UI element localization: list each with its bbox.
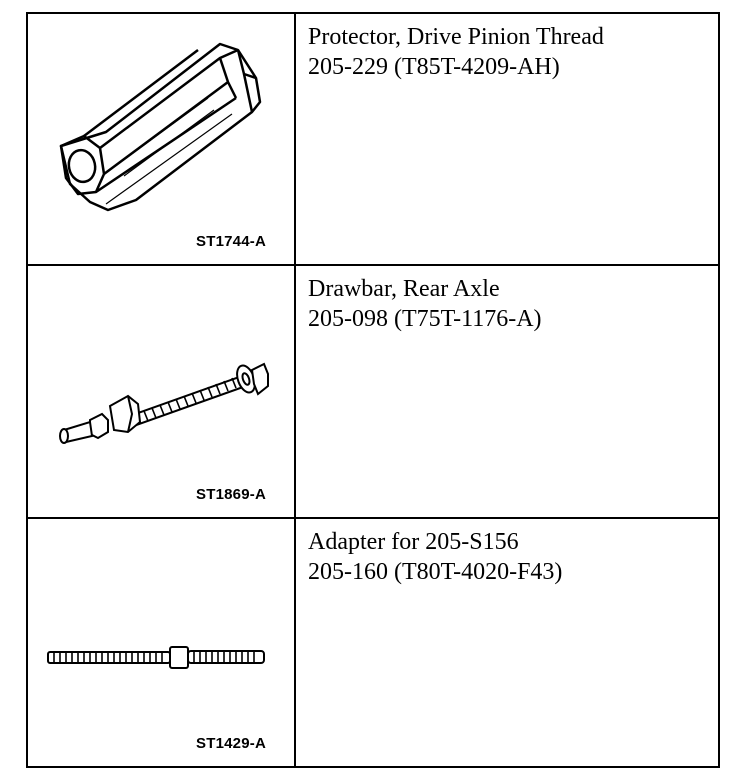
tool-image-cell [28,266,294,517]
image-code: ST1744-A [196,233,266,250]
image-code: ST1869-A [196,486,266,503]
tool-part-number: 205-098 (T75T-1176-A) [308,306,542,332]
tool-description-cell [308,274,710,334]
threaded-adapter-rod-icon [28,519,294,766]
tool-part-number: 205-229 (T85T-4209-AH) [308,54,560,80]
tool-description: Protector, Drive Pinion Thread [308,24,604,50]
tool-description: Adapter for 205-S156 [308,529,519,555]
tool-part-number: 205-160 (T80T-4020-F43) [308,559,563,585]
tool-description-cell [308,527,710,587]
threaded-drawbar-icon [28,266,294,519]
hex-nut-protector-icon [28,14,294,266]
special-tools-table [26,12,720,768]
tool-row [28,519,718,766]
column-divider [294,519,296,766]
tool-row [28,266,718,519]
column-divider [294,14,296,264]
image-code: ST1429-A [196,735,266,752]
tool-description: Drawbar, Rear Axle [308,276,500,302]
tool-image-cell [28,519,294,766]
tool-row [28,14,718,266]
tool-image-cell [28,14,294,264]
tool-description-cell [308,22,710,82]
column-divider [294,266,296,517]
